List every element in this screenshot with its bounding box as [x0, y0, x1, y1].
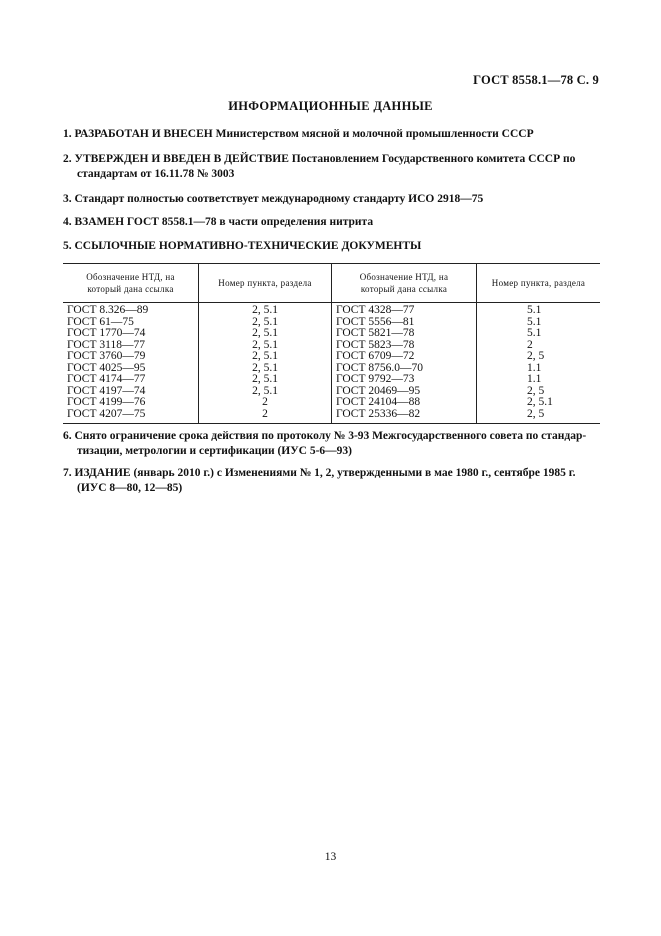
item-4-line-1: 4. ВЗАМЕН ГОСТ 8558.1—78 в части определения нитрита: [63, 216, 374, 228]
right-document-cell: ГОСТ 9792—73: [332, 374, 477, 386]
right-document-cell: ГОСТ 8756.0—70: [332, 363, 477, 375]
item-1: [63, 127, 603, 142]
table-row: [63, 397, 600, 409]
table-row: [63, 351, 600, 363]
item-6-line-1: 6. Снято ограничение срока действия по протоколу № 3-93 Межгосударственного совета по стандар-: [63, 430, 587, 442]
left-clause-cell: 2, 5.1: [199, 363, 332, 375]
section-title: ИНФОРМАЦИОННЫЕ ДАННЫЕ: [228, 99, 433, 113]
table-row: [63, 303, 600, 317]
item-2-line-1: 2. УТВЕРЖДЕН И ВВЕДЕН В ДЕЙСТВИЕ Постановлением Государственного комитета СССР по: [63, 153, 576, 165]
header-designation-right: Обозначение НТД, на который дана ссылка: [332, 264, 477, 303]
right-document-cell: ГОСТ 20469—95: [332, 386, 477, 398]
item-3-line-1: 3. Стандарт полностью соответствует международному стандарту ИСО 2918—75: [63, 193, 484, 205]
right-document-cell: ГОСТ 5556—81: [332, 317, 477, 329]
left-document-cell: ГОСТ 3118—77: [63, 340, 199, 352]
table-row: [63, 328, 600, 340]
right-clause-cell: 1.1: [527, 373, 542, 385]
right-clause-cell: 5.1: [527, 304, 542, 316]
item-5-line-1: 5. ССЫЛОЧНЫЕ НОРМАТИВНО-ТЕХНИЧЕСКИЕ ДОКУМЕНТЫ: [63, 240, 422, 252]
right-clause-cell: 2, 5: [527, 384, 545, 397]
item-3: [63, 192, 603, 207]
left-document-cell: ГОСТ 61—75: [63, 317, 199, 329]
item-6: [63, 429, 603, 459]
left-clause-cell: 2, 5.1: [199, 340, 332, 352]
item-7-line-1: 7. ИЗДАНИЕ (январь 2010 г.) с Изменениями № 1, 2, утвержденными в мае 1980 г., сентябре 1985 г.: [63, 467, 576, 479]
right-clause-cell: 2: [527, 338, 533, 351]
item-2: [63, 152, 603, 182]
item-1-line-1: 1. РАЗРАБОТАН И ВНЕСЕН Министерством мясной и молочной промышленности СССР: [63, 128, 534, 140]
standard-reference: ГОСТ 8558.1—78 С. 9: [473, 73, 599, 87]
right-document-cell: ГОСТ 5821—78: [332, 328, 477, 340]
left-document-cell: ГОСТ 4199—76: [63, 397, 199, 409]
left-document-cell: ГОСТ 3760—79: [63, 351, 199, 363]
header-designation-left: Обозначение НТД, на который дана ссылка: [63, 264, 199, 303]
table-header-row: [63, 264, 600, 303]
item-7: [63, 466, 603, 496]
right-document-cell: ГОСТ 5823—78: [332, 340, 477, 352]
header-clause-right: Номер пункта, раздела: [477, 264, 601, 303]
table-row: [63, 409, 600, 424]
item-7-line-2: (ИУС 8—80, 12—85): [77, 482, 183, 494]
left-clause-cell: 2, 5.1: [199, 328, 332, 340]
left-clause-cell: 2, 5.1: [199, 386, 332, 398]
table-body: [63, 303, 600, 424]
right-clause-cell: 5.1: [527, 315, 542, 328]
right-clause-cell: 5.1: [527, 327, 542, 339]
left-document-cell: ГОСТ 8.326—89: [63, 303, 199, 317]
page-number: 13: [324, 851, 337, 863]
left-clause-cell: 2, 5.1: [199, 374, 332, 386]
left-document-cell: ГОСТ 4025—95: [63, 363, 199, 375]
item-6-line-2: тизации, метрологии и сертификации (ИУС 5-6—93): [77, 445, 353, 457]
left-document-cell: ГОСТ 4197—74: [63, 386, 199, 398]
right-clause-cell: 1.1: [527, 361, 542, 374]
right-clause-cell: 2, 5.1: [527, 396, 553, 408]
right-document-cell: ГОСТ 4328—77: [332, 303, 477, 317]
references-table: [63, 263, 600, 424]
right-clause-cell: 2, 5: [527, 350, 545, 362]
right-document-cell: ГОСТ 6709—72: [332, 351, 477, 363]
left-clause-cell: 2: [199, 397, 332, 409]
right-clause-cell: 2, 5: [527, 407, 545, 420]
left-clause-cell: 2, 5.1: [199, 351, 332, 363]
left-clause-cell: 2, 5.1: [199, 317, 332, 329]
item-4: [63, 215, 603, 230]
left-document-cell: ГОСТ 4174—77: [63, 374, 199, 386]
item-5: [63, 239, 603, 254]
left-document-cell: ГОСТ 4207—75: [63, 409, 199, 424]
right-document-cell: ГОСТ 25336—82: [332, 409, 477, 424]
left-clause-cell: 2, 5.1: [199, 303, 332, 317]
right-document-cell: ГОСТ 24104—88: [332, 397, 477, 409]
item-2-line-2: стандартам от 16.11.78 № 3003: [77, 168, 235, 180]
left-clause-cell: 2: [199, 409, 332, 424]
header-clause-left: Номер пункта, раздела: [199, 264, 332, 303]
left-document-cell: ГОСТ 1770—74: [63, 328, 199, 340]
table-row: [63, 374, 600, 386]
